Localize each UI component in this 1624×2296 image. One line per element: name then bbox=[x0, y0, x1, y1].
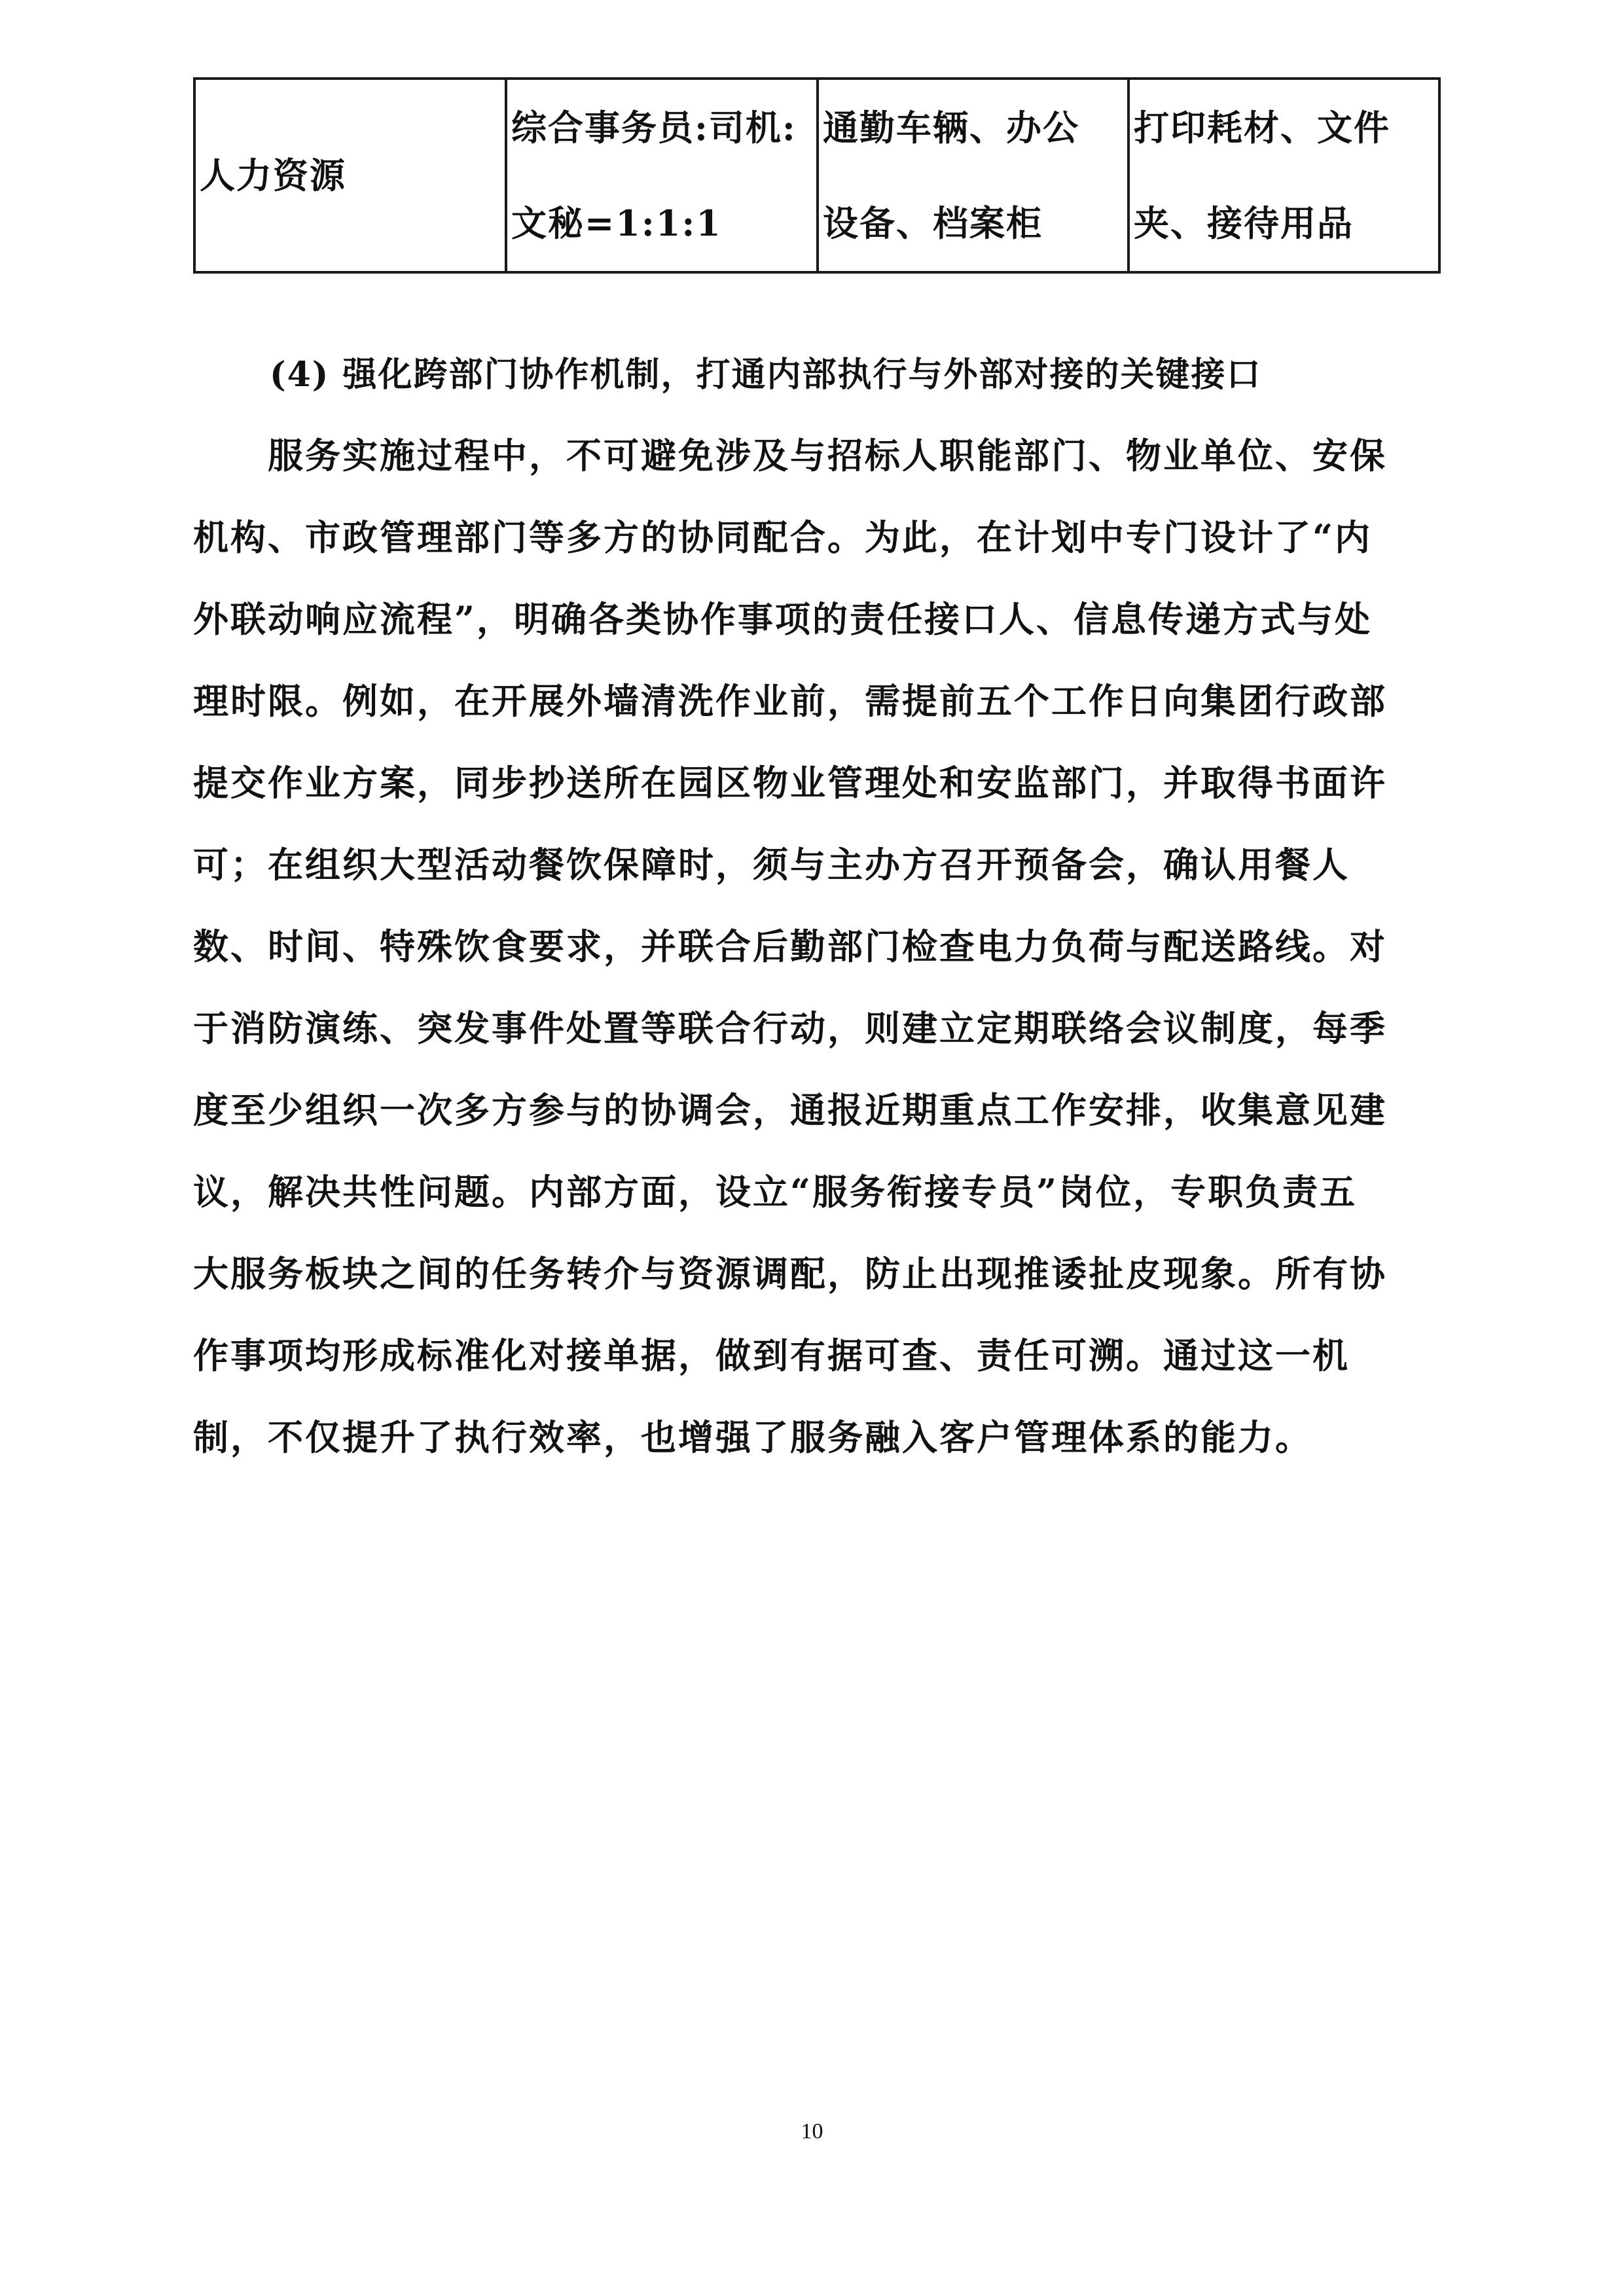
table-cell-staffing: 综合事务员:司机: 文秘=1:1:1 bbox=[506, 79, 818, 272]
table-cell-equipment: 通勤车辆、办公 设备、档案柜 bbox=[818, 79, 1128, 272]
paragraph-line: 提交作业方案，同步抄送所在园区物业管理处和安监部门，并取得书面许 bbox=[193, 762, 1387, 804]
paragraph-line: 作事项均形成标准化对接单据，做到有据可查、责任可溯。通过这一机 bbox=[193, 1335, 1350, 1376]
body-paragraph bbox=[193, 415, 1450, 1479]
section-heading: (4) 强化跨部门协作机制，打通内部执行与外部对接的关键接口 bbox=[270, 355, 1262, 395]
paragraph-line: 于消防演练、突发事件处置等联合行动，则建立定期联络会议制度，每季 bbox=[193, 1007, 1387, 1049]
paragraph-line: 可；在组织大型活动餐饮保障时，须与主办方召开预备会，确认用餐人 bbox=[193, 844, 1350, 886]
paragraph-line: 议，解决共性问题。内部方面，设立“服务衔接专员”岗位，专职负责五 bbox=[193, 1171, 1358, 1213]
paragraph-line: 大服务板块之间的任务转介与资源调配，防止出现推诿扯皮现象。所有协 bbox=[193, 1253, 1387, 1295]
table-cell-category: 人力资源 bbox=[194, 79, 506, 272]
table-row bbox=[194, 79, 1439, 272]
resource-table bbox=[193, 77, 1441, 274]
paragraph-line: 理时限。例如，在开展外墙清洗作业前，需提前五个工作日向集团行政部 bbox=[193, 680, 1387, 722]
paragraph-line: 度至少组织一次多方参与的协调会，通报近期重点工作安排，收集意见建 bbox=[193, 1089, 1387, 1131]
paragraph-line: 外联动响应流程”，明确各类协作事项的责任接口人、信息传递方式与处 bbox=[193, 598, 1373, 640]
paragraph-line: 机构、市政管理部门等多方的协同配合。为此，在计划中专门设计了“内 bbox=[193, 516, 1373, 558]
paragraph-line: 数、时间、特殊饮食要求，并联合后勤部门检查电力负荷与配送路线。对 bbox=[193, 925, 1387, 967]
paragraph-line: 制，不仅提升了执行效率，也增强了服务融入客户管理体系的能力。 bbox=[193, 1416, 1312, 1458]
paragraph-line: 服务实施过程中，不可避免涉及与招标人职能部门、物业单位、安保 bbox=[193, 435, 1387, 476]
page-number: 10 bbox=[801, 2119, 823, 2144]
table-cell-consumables: 打印耗材、文件 夹、接待用品 bbox=[1128, 79, 1439, 272]
